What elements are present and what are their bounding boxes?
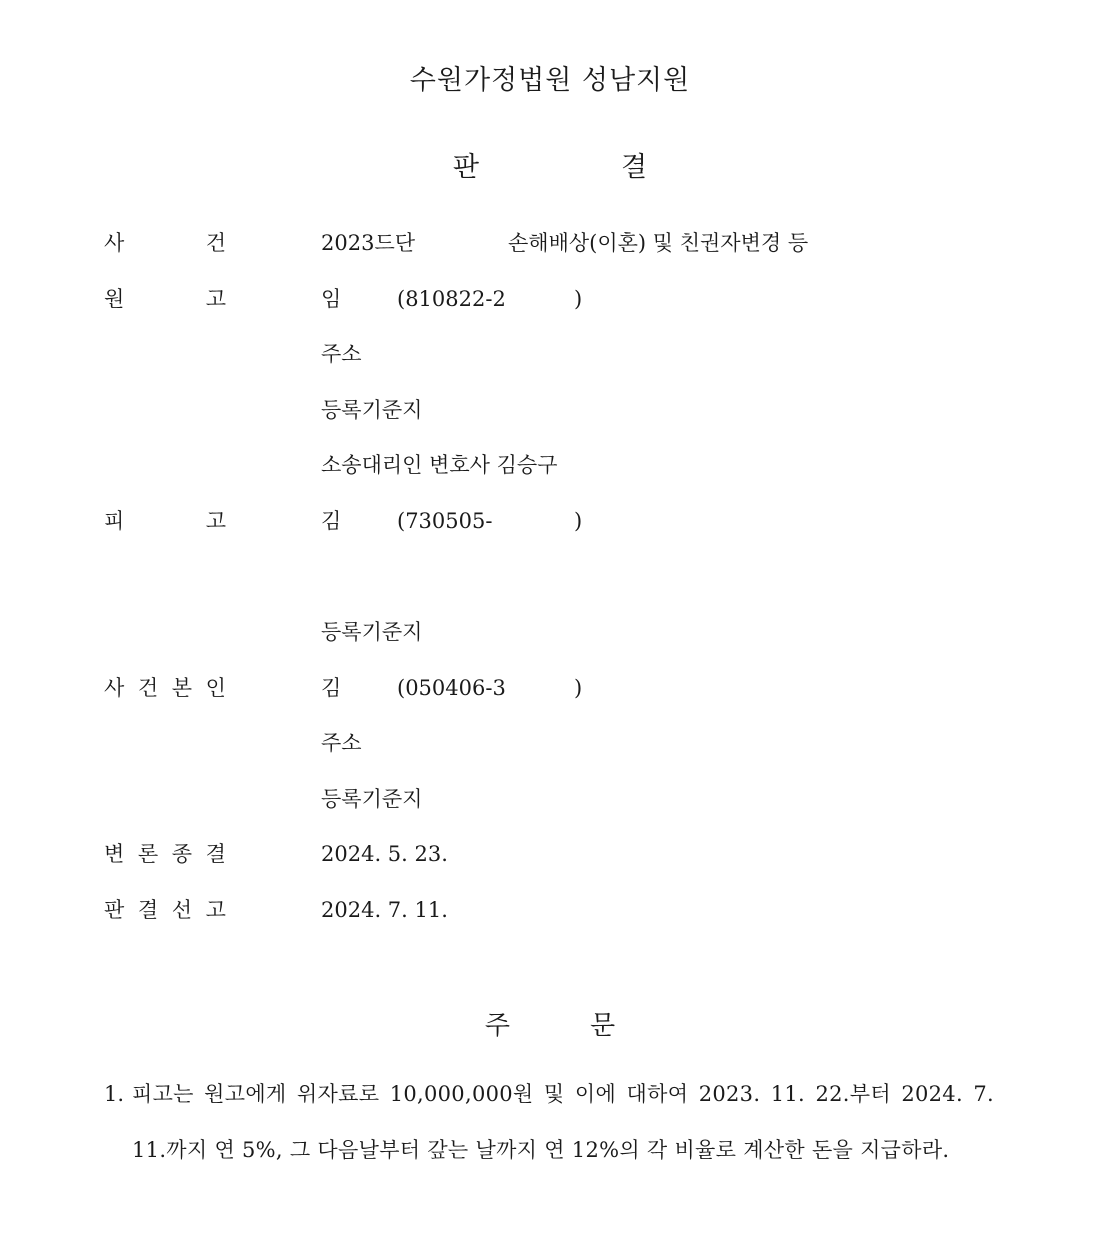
defendant-registry-label: 등록기준지 [321, 620, 423, 644]
plaintiff-id: (810822-2 [397, 287, 506, 311]
case-number: 2023드단 [321, 231, 416, 255]
plaintiff-address-label: 주소 [321, 342, 362, 366]
judgment-label [104, 897, 226, 923]
label-char: 본 [171, 676, 193, 700]
principal-label [104, 675, 226, 701]
defendant-id-close: ) [574, 509, 583, 533]
label-char: 피 [104, 509, 125, 533]
defendant-id: (730505- [397, 509, 493, 533]
label-char: 건 [137, 676, 159, 700]
principal-id: (050406-3 [397, 676, 506, 700]
label-char: 건 [205, 231, 226, 255]
document-title [0, 145, 1100, 184]
plaintiff-id-close: ) [574, 287, 583, 311]
label-char: 선 [171, 898, 193, 922]
plaintiff-registry-label: 등록기준지 [321, 398, 423, 422]
label-char: 판 [104, 898, 125, 922]
principal-name: 김 [321, 676, 342, 700]
label-char: 종 [171, 842, 193, 866]
plaintiff-attorney: 소송대리인 변호사 김승구 [321, 453, 558, 477]
document-title-char-1: 판 [452, 152, 479, 183]
label-char: 고 [205, 509, 226, 533]
order-item [104, 1066, 994, 1178]
plaintiff-label [104, 286, 226, 312]
plaintiff-name: 임 [321, 287, 342, 311]
label-char: 변 [104, 842, 125, 866]
order-item-text: 피고는 원고에게 위자료로 10,000,000원 및 이에 대하여 2023. 11. 22.부터 2024. 7. 11.까지 연 5%, 그 다음날부터 갚는 날까지 연 12%의 각 비율로 계산한 돈을 지급하라. [132, 1082, 994, 1162]
label-char: 고 [205, 898, 226, 922]
principal-registry-label: 등록기준지 [321, 787, 423, 811]
defendant-label [104, 508, 226, 534]
label-char: 사 [104, 231, 125, 255]
court-name: 수원가정법원 성남지원 [409, 65, 691, 96]
principal-address-label: 주소 [321, 731, 362, 755]
order-item-number: 1. [104, 1082, 125, 1106]
label-char: 원 [104, 287, 125, 311]
closing-label [104, 841, 226, 867]
order-title [0, 1005, 1100, 1042]
judgment-date: 2024. 7. 11. [321, 898, 448, 922]
closing-date: 2024. 5. 23. [321, 842, 448, 866]
case-subject: 손해배상(이혼) 및 친권자변경 등 [508, 231, 809, 255]
label-char: 인 [205, 676, 226, 700]
order-title-char-2: 문 [590, 1011, 616, 1041]
label-char: 결 [137, 898, 159, 922]
label-char: 결 [205, 842, 226, 866]
principal-id-close: ) [574, 676, 583, 700]
defendant-name: 김 [321, 509, 342, 533]
label-char: 론 [137, 842, 159, 866]
case-label [104, 230, 226, 256]
label-char: 고 [205, 287, 226, 311]
document-title-char-2: 결 [621, 152, 648, 183]
order-title-char-1: 주 [484, 1011, 510, 1041]
label-char: 사 [104, 676, 125, 700]
